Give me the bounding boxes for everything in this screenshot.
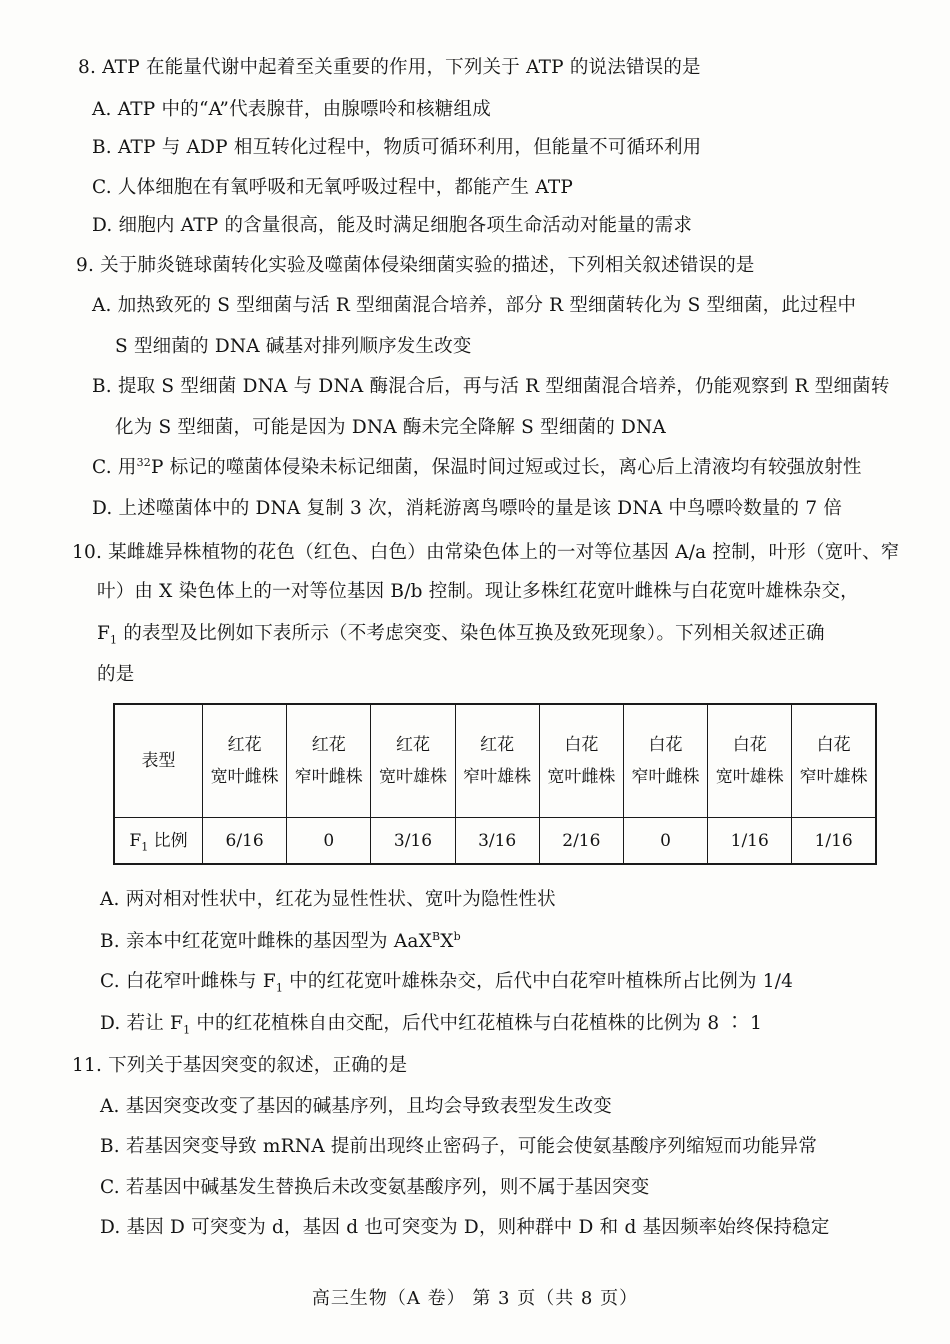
table-column-header: 白花 窄叶雌株 [623,704,707,818]
table-column-header: 红花 窄叶雌株 [287,704,371,818]
table-cell: 1/16 [792,818,876,865]
q8-option-d: D. 细胞内 ATP 的含量很高，能及时满足细胞各项生命活动对能量的需求 [92,215,693,236]
q8-option-c: C. 人体细胞在有氧呼吸和无氧呼吸过程中，都能产生 ATP [92,177,574,198]
q11-option-a: A. 基因突变改变了基因的碱基序列，且均会导致表型发生改变 [100,1096,612,1117]
q10-stem-line4: 的是 [97,664,135,685]
table-cell: 6/16 [203,818,287,865]
table-column-header: 红花 宽叶雌株 [203,704,287,818]
q8-option-a: A. ATP 中的“A”代表腺苷，由腺嘌呤和核糖组成 [92,99,491,120]
q9-option-a-line2: S 型细菌的 DNA 碱基对排列顺序发生改变 [115,336,472,357]
table-column-header: 白花 宽叶雄株 [708,704,792,818]
q11-option-d: D. 基因 D 可突变为 d，基因 d 也可突变为 D，则种群中 D 和 d 基因频率始终保持稳定 [100,1217,830,1238]
q9-option-a-line1: A. 加热致死的 S 型细菌与活 R 型细菌混合培养，部分 R 型细菌转化为 S 型细菌，此过程中 [92,295,857,316]
table-cell: 3/16 [455,818,539,865]
q10-stem-line2: 叶）由 X 染色体上的一对等位基因 B/b 控制。现让多株红花宽叶雌株与白花宽叶雄株杂交， [97,581,859,602]
table-column-header: 白花 窄叶雄株 [792,704,876,818]
table-ratio-label: $F_1$ 比例 [114,818,203,865]
q11-option-b: B. 若基因突变导致 mRNA 提前出现终止密码子，可能会使氨基酸序列缩短而功能异常 [100,1136,818,1157]
q11-stem: 11. 下列关于基因突变的叙述，正确的是 [72,1055,408,1076]
phenotype-ratio-table [113,703,877,865]
table-cell: 0 [287,818,371,865]
q8-option-b: B. ATP 与 ADP 相互转化过程中，物质可循环利用，但能量不可循环利用 [92,137,702,158]
table-cell: 3/16 [371,818,455,865]
table-cell: 2/16 [539,818,623,865]
q9-option-c: C. 用$^{32}$P 标记的噬菌体侵染未标记细菌，保温时间过短或过长，离心后上清液均有较强放射性 [92,455,862,478]
q10-option-a: A. 两对相对性状中，红花为显性性状、宽叶为隐性性状 [100,889,556,910]
q10-stem-line1: 10. 某雌雄异株植物的花色（红色、白色）由常染色体上的一对等位基因 A/a 控制，叶形（宽叶、窄 [72,542,900,563]
q9-option-b-line1: B. 提取 S 型细菌 DNA 与 DNA 酶混合后，再与活 R 型细菌混合培养，仍能观察到 R 型细菌转 [92,376,890,397]
table-header-row [114,704,876,818]
table-cell: 0 [623,818,707,865]
table-column-header: 白花 宽叶雌株 [539,704,623,818]
q9-stem: 9. 关于肺炎链球菌转化实验及噬菌体侵染细菌实验的描述，下列相关叙述错误的是 [76,255,755,276]
q10-option-c: C. 白花窄叶雌株与 $F_1$ 中的红花宽叶雄株杂交，后代中白花窄叶植株所占比例为 1/4 [100,971,794,995]
q10-option-b: B. 亲本中红花宽叶雌株的基因型为 $AaX^BX^b$ [100,929,461,952]
q9-option-d: D. 上述噬菌体中的 DNA 复制 3 次，消耗游离鸟嘌呤的量是该 DNA 中鸟嘌呤数量的 7 倍 [92,498,843,519]
q9-option-b-line2: 化为 S 型细菌，可能是因为 DNA 酶未完全降解 S 型细菌的 DNA [115,417,666,438]
q8-stem: 8. ATP 在能量代谢中起着至关重要的作用，下列关于 ATP 的说法错误的是 [78,57,701,78]
table-cell: 1/16 [708,818,792,865]
q11-option-c: C. 若基因中碱基发生替换后未改变氨基酸序列，则不属于基因突变 [100,1177,650,1198]
table-row [114,818,876,865]
q10-option-d: D. 若让 $F_1$ 中的红花植株自由交配，后代中红花植株与白花植株的比例为 8 ∶ 1 [100,1013,763,1037]
table-column-header: 红花 宽叶雄株 [371,704,455,818]
q10-stem-line3: $F_1$ 的表型及比例如下表所示（不考虑突变、染色体互换及致死现象）。下列相关叙述正确 [97,623,825,647]
table-row-header: 表型 [114,704,203,818]
table-column-header: 红花 窄叶雄株 [455,704,539,818]
page-footer: 高三生物（A 卷） 第 3 页（共 8 页） [311,1288,639,1309]
